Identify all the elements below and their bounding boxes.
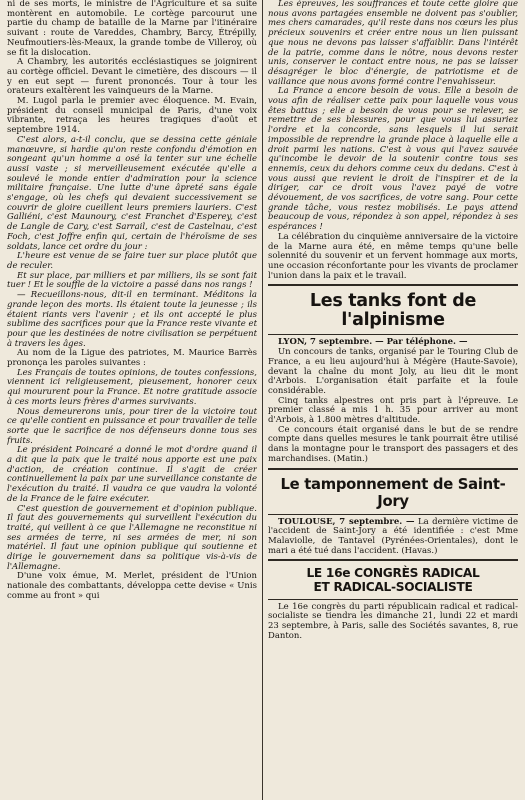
- left-column: [7, 0, 257, 800]
- article-paragraph: Au nom de la Ligue des patriotes, M. Maurice Barrès prononça les paroles suivantes :: [7, 348, 257, 369]
- article-paragraph: Un concours de tanks, organisé par le Touring Club de France, a eu lieu aujourd'hui à Mégère (Haute-Savoie), devant la chaîne du mont Joly, au lieu dit le mont d'Arbois. L'organisation était parfaite et la foule considérable.: [268, 347, 518, 396]
- article-paragraph: A Chambry, les autorités ecclésiastiques se joignirent au cortège officiel. Devant le cimetière, des discours — il y en eut sept — furent prononcés. Tour à tour les orateurs exaltèrent les vainqueurs de la Marne.: [7, 57, 257, 97]
- section-divider: [268, 599, 518, 600]
- speech-paragraph: Nous demeurerons unis, pour tirer de la victoire tout ce qu'elle contient en puissance et pour travailler de telle sorte que le sacrifice de nos défenseurs donne tous ses fruits.: [7, 406, 257, 446]
- speech-paragraph: Les Français de toutes opinions, de toutes confessions, viennent ici religieusement, pieusement, honorer ceux qui moururent pour la France. Et notre gratitude associe à ces morts leurs frères d'armes survivants.: [7, 367, 257, 407]
- speech-paragraph: — Recueillons-nous, dit-il en terminant. Méditons la grande leçon des morts. Ils étaient toute la jeunesse ; ils étaient riants vers l'avenir ; et ils ont accepté le plus sublime des sacrifices pour que la France reste vivante et pour que les destinées de notre civilisation se perpétuent à travers les âges.: [7, 290, 257, 349]
- dateline-text: TOULOUSE, 7 septembre. —: [278, 516, 415, 527]
- article-paragraph: [268, 518, 518, 557]
- congres-headline: [268, 567, 518, 594]
- speech-paragraph: Les épreuves, les souffrances et toute cette gloire que nous avons partagées ensemble ne doivent pas s'oublier, mes chers camarades, qu'il reste dans nos cœurs les plus précieux souvenirs et créer entre nous un lien puissant que nous ne devons pas laisser s'affaiblir. Dans l'intérêt de la patrie, comme dans le nôtre, nous devons rester unis, conserver le contact entre nous, ne pas se laisser désagréger le bloc d'énergie, de patriotisme et de vaillance que nous avons formé contre l'envahisseur.: [268, 0, 518, 87]
- speech-paragraph: L'heure est venue de se faire tuer sur place plutôt que de reculer.: [7, 251, 257, 271]
- section-divider: [268, 559, 518, 561]
- section-divider: [268, 284, 518, 286]
- article-text: La dernière victime de l'accident de Saint-Jory a été identifiée : c'est Mme Malaviolle, de Tantavel (Pyrénées-Orientales), dont le mari a été tué dans l'accident. (Havas.): [268, 516, 518, 556]
- article-paragraph: M. Lugol parla le premier avec éloquence. M. Evain, président du conseil municipal de Paris, d'une voix vibrante, retraça les heures tragiques d'août et septembre 1914.: [7, 96, 257, 136]
- article-paragraph: Cinq tanks alpestres ont pris part à l'épreuve. Le premier classé a mis 1 h. 35 pour arriver au mont d'Arbois, à 1.800 mètres d'altitude.: [268, 395, 518, 426]
- speech-paragraph: Et sur place, par milliers et par milliers, ils se sont fait tuer ! Et le souffle de la victoire a passé dans nos rangs !: [7, 270, 257, 291]
- congres-headline-line2: ET RADICAL-SOCIALISTE: [313, 579, 473, 594]
- article-paragraph: D'une voix émue, M. Merlet, président de l'Union nationale des combattants, développa cette devise « Unis comme au front » qui: [7, 571, 257, 601]
- congres-headline-line1: LE 16e CONGRÈS RADICAL: [306, 566, 480, 581]
- speech-paragraph: La France a encore besoin de vous. Elle a besoin de vous afin de réaliser cette paix pour laquelle vous vous êtes battus ; elle a besoin de vous pour se relever, se remettre de ses blessures, pour que vous lui assuriez l'ordre et la concorde, sans lesquels il lui serait impossible de reprendre la grande place à laquelle elle a droit parmi les nations. C'est à vous qui l'avez sauvée qu'incombe le devoir de la soutenir contre tous ses ennemis, ceux du dehors comme ceux du dedans. C'est à vous aussi que revient le droit de l'inspirer et de la diriger, car ce droit vous l'avez payé de votre dévouement, de vos sacrifices, de votre sang. Pour cette grande tâche, vous restez mobilisés. Le pays attend beaucoup de vous, répondez à son appel, répondez à ses espérances !: [268, 86, 518, 233]
- column-rule: [262, 0, 263, 800]
- speech-paragraph: C'est question de gouvernement et d'opinion publique. Il faut des gouvernements qui surveillent l'exécution du traité, qui veillent à ce que l'Allemagne ne reconstitue ni ses armées de terre, ni ses armées de mer, ni son matériel. Il faut une opinion publique qui soutienne et dirige le gouvernement dans sa politique vis-à-vis de l'Allemagne.: [7, 503, 257, 572]
- article-paragraph: Le 16e congrès du parti républicain radical et radical-socialiste se tiendra les dimanche 21, lundi 22 et mardi 23 septembre, à Paris, salle des Sociétés savantes, 8, rue Danton.: [268, 601, 518, 641]
- tanks-headline: Les tanks font de l'alpinisme: [309, 291, 477, 331]
- speech-paragraph: Le président Poincaré a donné le mot d'ordre quand il a dit que la paix que le traité nous apporte est une paix d'action, de création continue. Il s'agit de créer continuellement la paix par une surveillance constante de l'exécution du traité. Il vaudra ce que vaudra la volonté de la France de le faire exécuter.: [7, 445, 257, 504]
- speech-paragraph: C'est alors, a-t-il conclu, que se dessina cette géniale manœuvre, si hardie qu'on reste confondu d'émotion en songeant qu'un homme a osé la tenter sur une échelle aussi vaste ; si merveilleusement exécutée qu'elle a soulevé le monde entier d'admiration pour la science militaire française. Une lutte d'une âpreté sans égale s'engage, où les chefs qui devaient successivement se couvrir de gloire cueillent leurs premiers lauriers. C'est Galliéni, c'est Maunoury, c'est Franchet d'Esperey, c'est de Langle de Cary, c'est Sarrail, c'est de Castelnau, c'est Foch, c'est Joffre enfin qui, certain de l'héroïsme de ses soldats, lance cet ordre du jour :: [7, 134, 257, 252]
- section-divider: [268, 514, 518, 515]
- article-paragraph: La célébration du cinquième anniversaire de la victoire de la Marne aura été, en même temps qu'une belle solennité du souvenir et un fervent hommage aux morts, une occasion réconfortante pour les vivants de proclamer l'union dans la paix et le travail.: [268, 231, 518, 281]
- article-paragraph: ni de ses morts, le ministre de l'Agriculture et sa suite montèrent en automobile. Le cortège parcourut une partie du champ de bataille de la Marne par l'itinéraire suivant : route de Vareddes, Chambry, Barcy, Étrépilly, Neufmoutiers-lès-Meaux, la grande tombe de Villeroy, où se fit la dislocation.: [7, 0, 257, 58]
- article-paragraph: Ce concours était organisé dans le but de se rendre compte dans quelles mesures le tank pourrait être utilisé dans la montagne pour le transport des passagers et des marchandises. (Matin.): [268, 424, 518, 464]
- dateline-text: LYON, 7 septembre. — Par téléphone. —: [278, 337, 468, 348]
- section-divider: [268, 334, 518, 335]
- right-column: [268, 0, 518, 800]
- section-divider: [268, 468, 518, 470]
- tamponnement-headline: Le tamponnement de Saint-Jory: [280, 475, 506, 510]
